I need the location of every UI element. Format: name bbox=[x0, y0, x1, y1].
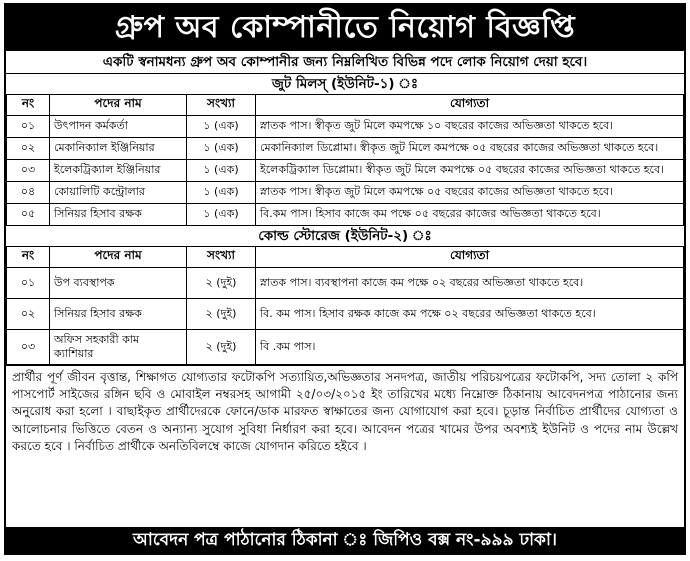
table-row bbox=[7, 204, 684, 226]
row-sl: ০১ bbox=[7, 116, 50, 138]
col-qual: যোগ্যতা bbox=[256, 247, 684, 268]
col-sl: নং bbox=[7, 247, 50, 268]
row-qual: স্নাতক পাস। স্বীকৃত জুট মিলে কমপক্ষে ১০ বছরের কাজের অভিজ্ঞতা থাকতে হবে। bbox=[256, 116, 684, 138]
row-qual: বি.কম পাস। হিসাব কাজে কম পক্ষে ০৫ বছরের কাজের অভিজ্ঞতা থাকতে হবে। bbox=[256, 204, 684, 226]
table-row bbox=[7, 138, 684, 160]
table-row bbox=[7, 182, 684, 204]
unit1-table bbox=[6, 94, 684, 226]
col-count: সংখ্যা bbox=[187, 247, 256, 268]
col-post: পদের নাম bbox=[50, 95, 187, 116]
row-count: ১ (এক) bbox=[187, 138, 256, 160]
row-post: কোয়ালিটি কন্ট্রোলার bbox=[50, 182, 187, 204]
table-row bbox=[7, 268, 684, 299]
row-sl: ০৩ bbox=[7, 330, 50, 365]
table-header bbox=[7, 247, 684, 268]
row-post: অফিস সহকারী কাম ক্যাশিয়ার bbox=[50, 330, 187, 365]
table-row bbox=[7, 330, 684, 365]
col-count: সংখ্যা bbox=[187, 95, 256, 116]
instructions-paragraph: প্রার্থীর পূর্ণ জীবন বৃত্তান্ত, শিক্ষাগত যোগ্যতার ফটোকপি সত্যায়িত,অভিজ্ঞতার সনদপত্র, জাতীয় পরিচয়পত্রের ফটোকপি, সদ্য তোলা ২ কপি পাসপোর্ট সাইজের রঙ্গিন ছবি ও মোবাইল নম্বরসহ আগামী ২৫/০৩/২০১৫ ইং তারিখের মধ্যে নিম্নোক্ত ঠিকানায় আবেদনপত্র পাঠানোর জন্য অনুরোধ করা হলো । বাছাইকৃত প্রার্থীদেরকে ফোনে/ডাক মারফত স্বাক্ষাতের জন্য যোগাযোগ করা হবে। চূড়ান্ত নির্বাচিত প্রার্থীদের যোগ্যতা ও আলোচনার ভিত্তিতে বেতন ও অন্যান্য সুযোগ সুবিধা নির্ধারণ করা হবে। আবেদন পত্রের খামের উপর অবশ্যই ইউনিট ও পদের নাম উল্লেখ করতে হবে । নির্বাচিত প্রার্থীকে অনতিবিলম্বে কাজে যোগদান করিতে হইবে । bbox=[6, 365, 684, 457]
col-qual: যোগ্যতা bbox=[256, 95, 684, 116]
row-post: উপ ব্যবস্থাপক bbox=[50, 268, 187, 299]
row-count: ২ (দুই) bbox=[187, 330, 256, 365]
unit1-heading: জুট মিলস্ (ইউনিট-১) ঃ bbox=[271, 76, 419, 92]
row-qual: স্নাতক পাস। ব্যবস্থাপনা কাজে কম পক্ষে ০২ বছরের অভিজ্ঞতা থাকতে হবে। bbox=[256, 268, 684, 299]
row-count: ১ (এক) bbox=[187, 160, 256, 182]
row-qual: মেকানিক্যাল ডিপ্লোমা। স্বীকৃত জুট মিলে কমপক্ষে ০৫ বছরের কাজের অভিজ্ঞতা থাকতে হবে। bbox=[256, 138, 684, 160]
row-sl: ০৩ bbox=[7, 160, 50, 182]
unit2-table bbox=[6, 246, 684, 365]
col-sl: নং bbox=[7, 95, 50, 116]
table-row bbox=[7, 160, 684, 182]
row-post: মেকানিক্যাল ইঞ্জিনিয়ার bbox=[50, 138, 187, 160]
row-sl: ০৫ bbox=[7, 204, 50, 226]
col-post: পদের নাম bbox=[50, 247, 187, 268]
row-count: ১ (এক) bbox=[187, 204, 256, 226]
row-post: ইলেকট্রিক্যাল ইঞ্জিনিয়ার bbox=[50, 160, 187, 182]
table-header bbox=[7, 95, 684, 116]
table-row bbox=[7, 116, 684, 138]
row-count: ২ (দুই) bbox=[187, 299, 256, 330]
row-count: ১ (এক) bbox=[187, 182, 256, 204]
row-post: সিনিয়র হিসাব রক্ষক bbox=[50, 204, 187, 226]
row-post: সিনিয়র হিসাব রক্ষক bbox=[50, 299, 187, 330]
ad-title: গ্রুপ অব কোম্পানীতে নিয়োগ বিজ্ঞপ্তি bbox=[6, 5, 684, 51]
row-sl: ০১ bbox=[7, 268, 50, 299]
row-qual: স্নাতক পাস। স্বীকৃত জুট মিলে কমপক্ষে ০৫ বছরের কাজের অভিজ্ঞতা থাকতে হবে। bbox=[256, 182, 684, 204]
unit2-heading: কোল্ড স্টোরেজ (ইউনিট-২) ঃ bbox=[258, 228, 432, 244]
row-count: ২ (দুই) bbox=[187, 268, 256, 299]
row-qual: বি. কম পাস। হিসাব রক্ষক কাজে কম পক্ষে ০২ বছরের অভিজ্ঞতা থাকতে হবে। bbox=[256, 299, 684, 330]
row-sl: ০২ bbox=[7, 299, 50, 330]
intro-text: একটি স্বনামধন্য গ্রুপ অব কোম্পানীর জন্য নিম্নলিখিত বিভিন্ন পদে লোক নিয়োগ দেয়া হবে। bbox=[6, 51, 684, 74]
row-qual: বি .কম পাস। bbox=[256, 330, 684, 365]
row-sl: ০২ bbox=[7, 138, 50, 160]
address-footer: আবেদন পত্র পাঠানোর ঠিকানা ঃ জিপিও বক্স নং-৯৯৯ ঢাকা। bbox=[6, 527, 684, 553]
row-post: উৎপাদন কর্মকর্তা bbox=[50, 116, 187, 138]
table-row bbox=[7, 299, 684, 330]
row-qual: ইলেকট্রিক্যাল ডিপ্লোমা। স্বীকৃত জুট মিলে কমপক্ষে ০৫ বছরের কাজের অভিজ্ঞতা থাকতে হবে। bbox=[256, 160, 684, 182]
job-advertisement bbox=[4, 3, 686, 555]
row-count: ১ (এক) bbox=[187, 116, 256, 138]
row-sl: ০৪ bbox=[7, 182, 50, 204]
